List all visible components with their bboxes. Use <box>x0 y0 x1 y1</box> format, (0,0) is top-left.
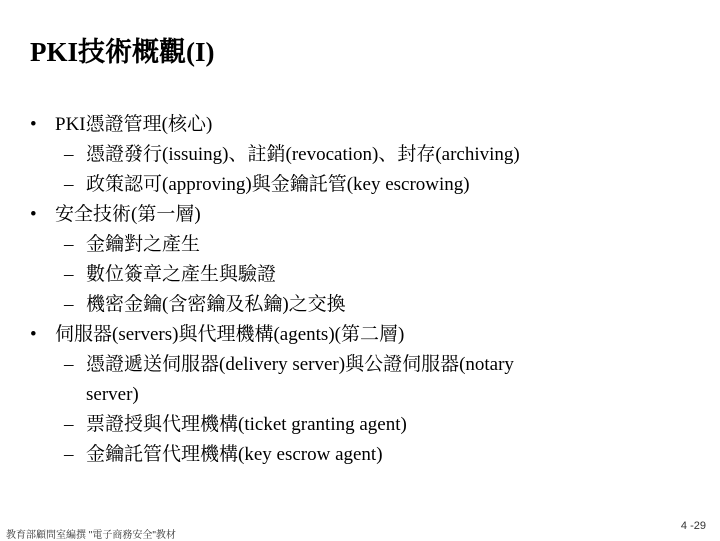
bullet-text: 伺服器(servers)與代理機構(agents)(第二層) <box>55 324 405 345</box>
bullet-icon: • <box>30 114 37 135</box>
sub-item-text: 金鑰對之產生 <box>86 234 201 255</box>
page-number: 4 -29 <box>680 520 706 532</box>
bullet-item <box>0 110 720 140</box>
dash-icon: – <box>64 444 74 465</box>
dash-icon: – <box>64 294 74 315</box>
bullet-item <box>0 200 720 230</box>
sub-item <box>0 170 720 200</box>
sub-item <box>0 290 720 320</box>
sub-item <box>0 230 720 260</box>
bullet-icon: • <box>30 324 37 345</box>
bullet-item <box>0 320 720 350</box>
bullet-text: PKI憑證管理(核心) <box>55 114 213 135</box>
dash-icon: – <box>64 414 74 435</box>
sub-item-text: 金鑰託管代理機構(key escrow agent) <box>86 444 383 465</box>
page-title: PKI技術概觀(I) <box>30 37 215 67</box>
bullet-icon: • <box>30 204 37 225</box>
sub-item <box>0 350 720 380</box>
dash-icon: – <box>64 144 74 165</box>
dash-icon: – <box>64 174 74 195</box>
sub-item <box>0 440 720 470</box>
dash-icon: – <box>64 354 74 375</box>
dash-icon: – <box>64 234 74 255</box>
sub-item-text: 政策認可(approving)與金鑰託管(key escrowing) <box>86 174 470 195</box>
sub-item-text: 機密金鑰(含密鑰及私鑰)之交換 <box>86 294 346 315</box>
footer-source: 教育部顧問室編撰 "電子商務安全"教材 <box>6 530 176 541</box>
sub-item-text: 數位簽章之產生與驗證 <box>86 264 277 285</box>
sub-item-text: 憑證發行(issuing)、註銷(revocation)、封存(archiving) <box>86 144 520 165</box>
sub-item-text: 票證授與代理機構(ticket granting agent) <box>86 414 407 435</box>
sub-item-text: server) <box>86 384 139 405</box>
dash-icon: – <box>64 264 74 285</box>
sub-item-continuation <box>0 380 720 410</box>
sub-item <box>0 140 720 170</box>
bullet-text: 安全技術(第一層) <box>55 204 201 225</box>
sub-item <box>0 410 720 440</box>
bullet-list <box>0 110 720 470</box>
sub-item-text: 憑證遞送伺服器(delivery server)與公證伺服器(notary <box>86 354 514 375</box>
sub-item <box>0 260 720 290</box>
